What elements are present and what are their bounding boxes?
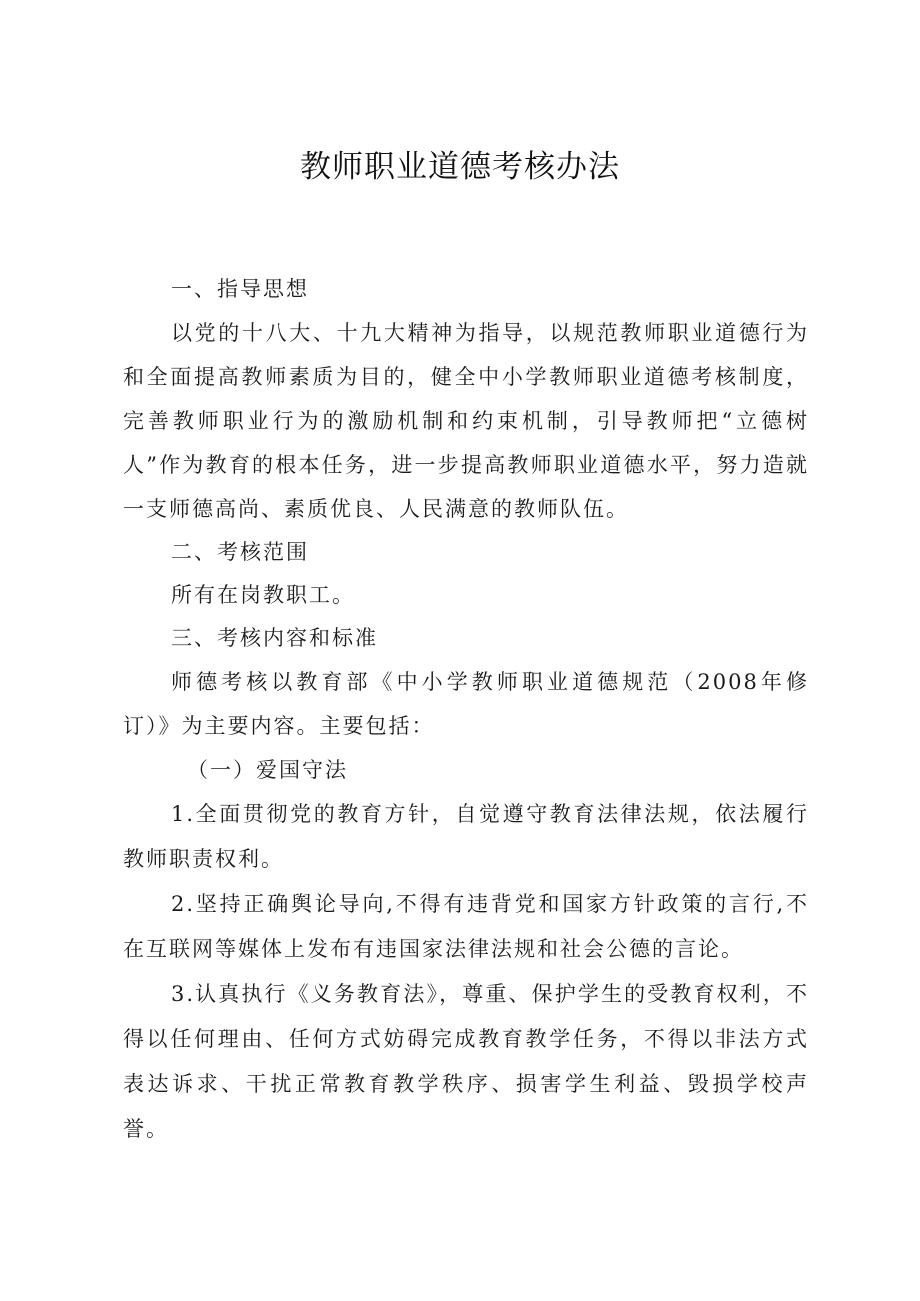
list-item-3: 3.认真执行《义务教育法》，尊重、保护学生的受教育权利，不得以任何理由、任何方式妨碍完成教育教学任务，不得以非法方式表达诉求、干扰正常教育教学秩序、损害学生利益、毁损学校声誉。	[123, 982, 809, 1141]
document-body	[123, 268, 809, 1152]
subsection-heading-patriotism: （一）爱国守法	[187, 758, 348, 782]
list-item-2: 2.坚持正确舆论导向,不得有违背党和国家方针政策的言行,不在互联网等媒体上发布有违国家法律法规和社会公德的言论。	[123, 892, 809, 961]
list-item-1: 1.全面贯彻党的教育方针，自觉遵守教育法律法规，依法履行教师职责权利。	[123, 802, 809, 871]
paragraph-content-standards: 师德考核以教育部《中小学教师职业道德规范（2008年修订）》为主要内容。主要包括：	[123, 670, 809, 738]
document-title: 教师职业道德考核办法	[300, 149, 620, 185]
section-heading-content-standards: 三、考核内容和标准	[171, 626, 378, 650]
paragraph-guiding-thought: 以党的十八大、十九大精神为指导，以规范教师职业道德行为和全面提高教师素质为目的，健全中小学教师职业道德考核制度，完善教师职业行为的激励机制和约束机制，引导教师把“立德树人”作为教育的根本任务，进一步提高教师职业道德水平，努力造就一支师德高尚、素质优良、人民满意的教师队伍。	[123, 321, 809, 521]
section-heading-guiding-thought: 一、指导思想	[171, 277, 309, 301]
section-heading-scope: 二、考核范围	[171, 540, 309, 564]
paragraph-scope: 所有在岗教职工。	[171, 583, 355, 607]
